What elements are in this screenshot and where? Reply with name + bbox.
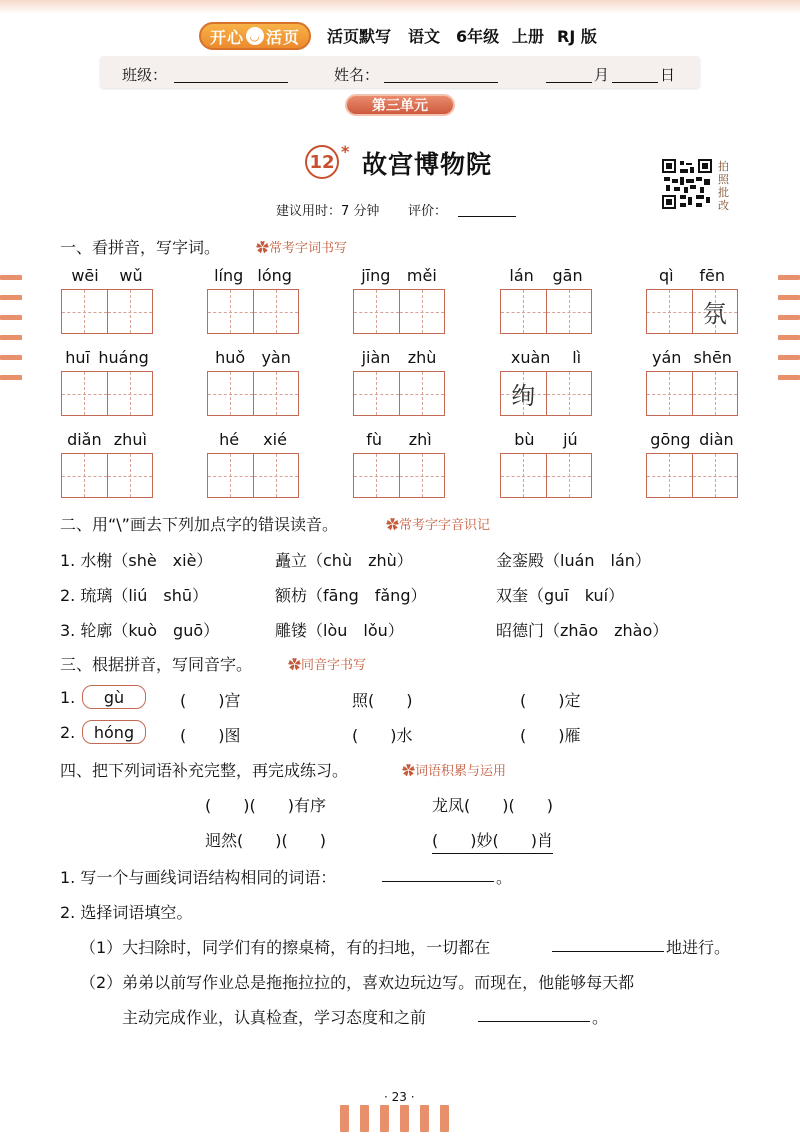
s2-item-1-3[interactable]: 金銮殿（luán lán） (496, 551, 651, 570)
series-label: 活页默写 (327, 27, 392, 46)
character-cell[interactable] (62, 372, 107, 415)
suggested-time: 建议用时：7 分钟 (276, 204, 380, 219)
top-band (0, 0, 800, 14)
q2a-post: 地进行。 (666, 938, 731, 957)
character-cell[interactable] (253, 290, 299, 333)
idiom-1[interactable]: ( )( )有序 (205, 796, 326, 815)
character-cell[interactable] (647, 454, 692, 497)
page-number: · 23 · (384, 1090, 415, 1104)
character-cell[interactable] (399, 454, 445, 497)
tianzige-box[interactable] (500, 289, 592, 334)
tianzige-box[interactable] (207, 453, 299, 498)
month-label: 月 (594, 66, 610, 84)
s3-row1-item1[interactable]: ( )宫 (180, 691, 241, 710)
section4-tag-text: 词语积累与运用 (415, 764, 507, 779)
tianzige-box[interactable] (61, 289, 153, 334)
tianzige-box[interactable] (207, 289, 299, 334)
cell-character: 绚 (511, 382, 536, 410)
pinyin-syllable: lóng (257, 266, 292, 285)
character-cell[interactable] (208, 372, 253, 415)
word-item-2-2 (207, 348, 299, 367)
character-cell[interactable] (399, 290, 445, 333)
pinyin-syllable: líng (214, 266, 244, 285)
pinyin-syllable: qì (658, 266, 674, 285)
pinyin-syllable: jiàn (361, 348, 391, 367)
character-cell[interactable] (647, 372, 692, 415)
character-cell[interactable] (501, 372, 546, 415)
character-cell[interactable] (692, 372, 738, 415)
character-cell[interactable] (546, 372, 592, 415)
section2-tag-text: 常考字字音识记 (399, 518, 491, 533)
pinyin-syllable: xuàn (510, 348, 551, 367)
pinyin-label (353, 266, 445, 285)
s3-row2-pinyin: hóng (82, 720, 146, 744)
pinyin-syllable: zhì (408, 430, 432, 449)
bottom-edge-decoration (340, 1105, 460, 1136)
pinyin-syllable: gōng (650, 430, 691, 449)
q2-text: 2. 选择词语填空。 (60, 903, 193, 922)
s2-item-2-2[interactable]: 额枋（fāng fǎng） (275, 586, 427, 605)
q2b-answer-field[interactable] (478, 1005, 590, 1022)
word-item-2-1 (61, 348, 153, 367)
pinyin-label (646, 430, 738, 449)
pinyin-syllable: xié (263, 430, 287, 449)
pinyin-label (646, 348, 738, 367)
pinyin-label (207, 348, 299, 367)
idiom-2[interactable]: 龙凤( )( ) (432, 796, 553, 815)
tianzige-box[interactable] (353, 453, 445, 498)
pinyin-label (500, 266, 592, 285)
character-cell[interactable] (692, 290, 738, 333)
name-label: 姓名： (334, 66, 380, 84)
section3-heading: 三、根据拼音，写同音字。 (60, 655, 253, 674)
pinyin-label (500, 430, 592, 449)
q2b-line2: 主动完成作业，认真检查，学习态度和之前 (122, 1008, 427, 1027)
word-item-3-1 (61, 430, 153, 449)
section1-tag-text: 常考字词书写 (269, 241, 348, 256)
evaluation-label: 评价： (408, 204, 448, 219)
s3-row2-num: 2. (60, 723, 76, 742)
s2-item-3-3[interactable]: 昭德门（zhāo zhào） (496, 621, 669, 640)
s2-item-3-2[interactable]: 雕镂（lòu lǒu） (275, 621, 404, 640)
idiom-4-underlined[interactable]: ( )妙( )肖 (432, 828, 553, 854)
section1-heading: 一、看拼音，写字词。 (60, 238, 221, 257)
pinyin-syllable: měi (406, 266, 437, 285)
tianzige-box[interactable] (646, 289, 738, 334)
pinyin-label (207, 430, 299, 449)
class-label: 班级： (122, 66, 168, 84)
s2-item-2-3[interactable]: 双奎（guī kuí） (496, 586, 625, 605)
volume-label: 上册 (512, 27, 545, 46)
pinyin-syllable: fēn (699, 266, 726, 285)
s3-row1-pinyin: gù (82, 685, 146, 709)
idiom-3[interactable]: 迥然( )( ) (205, 831, 326, 850)
pinyin-label (500, 348, 592, 367)
brand-logo (199, 22, 311, 50)
pinyin-syllable: wǔ (119, 266, 143, 285)
character-cell[interactable] (546, 454, 592, 497)
character-cell[interactable] (253, 372, 299, 415)
character-cell[interactable] (692, 454, 738, 497)
word-item-3-5 (646, 430, 738, 449)
pinyin-label (61, 266, 153, 285)
pinyin-syllable: huī (65, 348, 90, 367)
pinyin-label (207, 266, 299, 285)
pinyin-syllable: wēi (71, 266, 99, 285)
right-edge-decoration (778, 275, 800, 395)
word-item-3-4 (500, 430, 592, 449)
cell-character: 氛 (702, 300, 727, 328)
character-cell[interactable] (107, 290, 153, 333)
section2-heading: 二、用“\”画去下列加点字的错误读音。 (60, 515, 338, 534)
pinyin-syllable: shēn (693, 348, 732, 367)
tianzige-box[interactable] (646, 371, 738, 416)
q2b-end: 。 (592, 1008, 609, 1027)
pinyin-syllable: fù (366, 430, 383, 449)
character-cell[interactable] (501, 290, 546, 333)
pinyin-syllable: lì (572, 348, 582, 367)
pinyin-syllable: hé (219, 430, 240, 449)
pinyin-syllable: huáng (98, 348, 149, 367)
tianzige-box[interactable] (207, 371, 299, 416)
pinyin-label (61, 430, 153, 449)
character-cell[interactable] (208, 454, 253, 497)
s3-row1-item3[interactable]: ( )定 (520, 691, 581, 710)
tianzige-box[interactable] (500, 453, 592, 498)
character-cell[interactable] (546, 290, 592, 333)
tianzige-box[interactable] (353, 289, 445, 334)
pinyin-syllable: jīng (361, 266, 391, 285)
evaluation-field[interactable] (458, 200, 516, 217)
pinyin-syllable: diǎn (67, 430, 102, 449)
word-item-1-4 (500, 266, 592, 285)
q1-text: 1. 写一个与画线词语结构相同的词语： (60, 868, 337, 887)
s3-row1-item2[interactable]: 照( ) (352, 691, 413, 710)
edition-label: RJ 版 (557, 27, 597, 46)
tianzige-box[interactable] (61, 453, 153, 498)
pinyin-label (353, 348, 445, 367)
character-cell[interactable] (354, 454, 399, 497)
character-cell[interactable] (647, 290, 692, 333)
word-item-1-5 (646, 266, 738, 328)
left-edge-decoration (0, 275, 22, 395)
s3-row1-num: 1. (60, 688, 76, 707)
section2-tag: ✿常考字字音识记 (386, 518, 491, 533)
smile-icon: ◡ (246, 27, 264, 45)
s2-item-1-2[interactable]: 矗立（chù zhù） (275, 551, 413, 570)
word-item-3-2 (207, 430, 299, 449)
pinyin-syllable: huǒ (215, 348, 246, 367)
name-field[interactable] (384, 66, 498, 83)
pinyin-syllable: zhuì (113, 430, 147, 449)
month-field[interactable] (546, 66, 592, 83)
class-field[interactable] (174, 66, 288, 83)
unit-tag: 第三单元 (345, 94, 455, 116)
character-cell[interactable] (253, 454, 299, 497)
section4-heading: 四、把下列词语补充完整，再完成练习。 (60, 761, 349, 780)
q2a-text: （1）大扫除时，同学们有的擦桌椅，有的扫地，一切都在 (80, 938, 491, 957)
word-item-1-3 (353, 266, 445, 285)
character-cell[interactable] (107, 372, 153, 415)
tianzige-box[interactable] (353, 371, 445, 416)
word-item-2-3 (353, 348, 445, 367)
character-cell[interactable] (62, 454, 107, 497)
lesson-title: 故宫博物院 (362, 150, 493, 179)
qr-code-icon[interactable] (662, 159, 712, 209)
lesson-star: * (341, 142, 350, 161)
q2a-answer-field[interactable] (552, 935, 664, 952)
q1-answer-field[interactable] (382, 865, 494, 882)
character-cell[interactable] (62, 290, 107, 333)
tianzige-box[interactable] (61, 371, 153, 416)
character-cell[interactable] (399, 372, 445, 415)
s3-row2-item1[interactable]: ( )图 (180, 726, 241, 745)
section4-tag: ✿词语积累与运用 (402, 764, 507, 779)
q2b-line1: （2）弟弟以前写作业总是拖拖拉拉的，喜欢边玩边写。而现在，他能够每天都 (80, 973, 635, 992)
s3-row2-item2[interactable]: ( )水 (352, 726, 413, 745)
character-cell[interactable] (354, 290, 399, 333)
pinyin-syllable: yàn (261, 348, 291, 367)
word-item-1-1 (61, 266, 153, 285)
pinyin-label (353, 430, 445, 449)
scan-correct-label: 拍照批改 (718, 160, 729, 212)
pinyin-syllable: diàn (699, 430, 734, 449)
pinyin-label (646, 266, 738, 285)
s2-item-3-1[interactable]: 3. 轮廓（kuò guō） (60, 621, 220, 640)
pinyin-syllable: zhù (407, 348, 437, 367)
character-cell[interactable] (354, 372, 399, 415)
q1-end: 。 (496, 868, 513, 887)
word-item-1-2 (207, 266, 299, 285)
character-cell[interactable] (501, 454, 546, 497)
day-field[interactable] (612, 66, 658, 83)
subject-label: 语文 (408, 27, 441, 46)
pinyin-syllable: jú (563, 430, 578, 449)
section1-tag: ✿常考字词书写 (256, 241, 348, 256)
s2-item-2-1[interactable]: 2. 琉璃（liú shū） (60, 586, 209, 605)
pinyin-label (61, 348, 153, 367)
logo-text-2: 活页 (266, 27, 301, 47)
word-item-2-5 (646, 348, 738, 367)
s2-item-1-1[interactable]: 1. 水榭（shè xiè） (60, 551, 213, 570)
word-item-3-3 (353, 430, 445, 449)
pinyin-syllable: lán (509, 266, 534, 285)
word-item-2-4 (500, 348, 592, 410)
pinyin-syllable: bù (514, 430, 535, 449)
section3-tag-text: 同音字书写 (301, 658, 367, 673)
tianzige-box[interactable] (646, 453, 738, 498)
grade-label: 6年级 (456, 27, 500, 46)
s3-row2-item3[interactable]: ( )雁 (520, 726, 581, 745)
logo-text-1: 开心 (209, 27, 244, 47)
tianzige-box[interactable] (500, 371, 592, 416)
section3-tag: ✿同音字书写 (288, 658, 367, 673)
lesson-number: 12 (305, 145, 339, 179)
character-cell[interactable] (107, 454, 153, 497)
pinyin-syllable: gān (552, 266, 583, 285)
day-label: 日 (660, 66, 676, 84)
character-cell[interactable] (208, 290, 253, 333)
pinyin-syllable: yán (652, 348, 682, 367)
